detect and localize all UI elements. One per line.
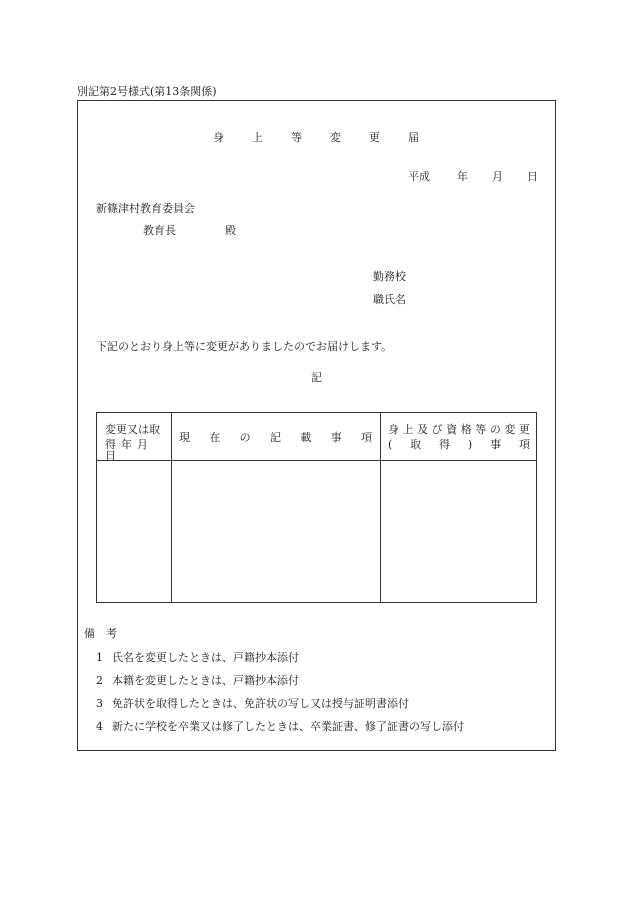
title-char: 変 xyxy=(330,131,341,144)
title-char: 等 xyxy=(291,131,302,144)
name-label: 職氏名 xyxy=(373,293,406,306)
col2-header-char: 記 xyxy=(269,431,281,444)
note-number: 3 xyxy=(96,697,103,710)
col3-header-char: 資 xyxy=(446,423,458,436)
col3-header-char: 及 xyxy=(417,423,429,436)
col3-header-char: 格 xyxy=(460,423,472,436)
col3-header-char: 変 xyxy=(504,423,516,436)
notes-heading: 備 考 xyxy=(84,627,117,640)
col3-header-char: 更 xyxy=(518,423,530,436)
date-month: 月 xyxy=(492,170,503,183)
form-number-label: 別記第2号様式(第13条関係) xyxy=(77,85,217,98)
col3-header-char: 取 xyxy=(410,438,422,451)
col2-header-char: 現 xyxy=(179,431,190,444)
col2-header-char: 載 xyxy=(300,431,312,444)
col2-header xyxy=(179,432,372,443)
col2-header-char: 在 xyxy=(209,431,221,444)
table-divider xyxy=(380,413,381,602)
col3-header-char: の xyxy=(489,423,501,436)
date-era: 平成 xyxy=(408,170,430,183)
col2-header-char: 事 xyxy=(330,431,342,444)
col3-header-char: ) xyxy=(467,438,473,451)
title-char: 届 xyxy=(408,131,419,144)
col3-header-char: 得 xyxy=(439,438,451,451)
addressee-honorific: 殿 xyxy=(225,224,236,237)
addressee-board: 新篠津村教育委員会 xyxy=(96,202,195,215)
ki-label: 記 xyxy=(311,371,322,384)
note-number: 1 xyxy=(96,651,103,664)
note-text: 新たに学校を卒業又は修了したときは、卒業証書、修了証書の写し添付 xyxy=(112,720,464,733)
note-number: 4 xyxy=(96,720,103,733)
note-number: 2 xyxy=(96,674,103,687)
title-char: 上 xyxy=(252,131,263,144)
col3-header-line1 xyxy=(388,424,530,435)
title-char: 更 xyxy=(369,131,380,144)
col3-header-char: 等 xyxy=(475,423,487,436)
col1-header-text: 得年月日 xyxy=(105,438,153,462)
statement-text: 下記のとおり身上等に変更がありましたのでお届けします。 xyxy=(96,340,393,353)
record-table xyxy=(96,412,537,603)
note-text: 氏名を変更したときは、戸籍抄本添付 xyxy=(112,651,299,664)
col2-header-char: の xyxy=(239,431,251,444)
col1-header-line1: 変更又は取 xyxy=(105,423,160,436)
col3-header-char: び xyxy=(431,423,443,436)
school-label: 勤務校 xyxy=(373,270,406,283)
addressee-role: 教育長 xyxy=(143,224,176,237)
col3-header-char: 身 xyxy=(388,423,399,436)
col1-header-line2 xyxy=(105,439,165,461)
date-year: 年 xyxy=(457,170,468,183)
col3-header-line2 xyxy=(388,439,530,450)
col3-header-char: 項 xyxy=(518,438,530,451)
col3-header-char: 事 xyxy=(490,438,502,451)
title-char: 身 xyxy=(213,131,224,144)
col3-header-char: ( xyxy=(388,438,393,451)
col2-header-char: 項 xyxy=(360,431,372,444)
note-text: 本籍を変更したときは、戸籍抄本添付 xyxy=(112,674,299,687)
table-divider xyxy=(171,413,172,602)
date-day: 日 xyxy=(527,170,538,183)
form-title xyxy=(213,132,419,143)
note-text: 免許状を取得したときは、免許状の写し又は授与証明書添付 xyxy=(112,697,409,710)
col3-header-char: 上 xyxy=(402,423,414,436)
